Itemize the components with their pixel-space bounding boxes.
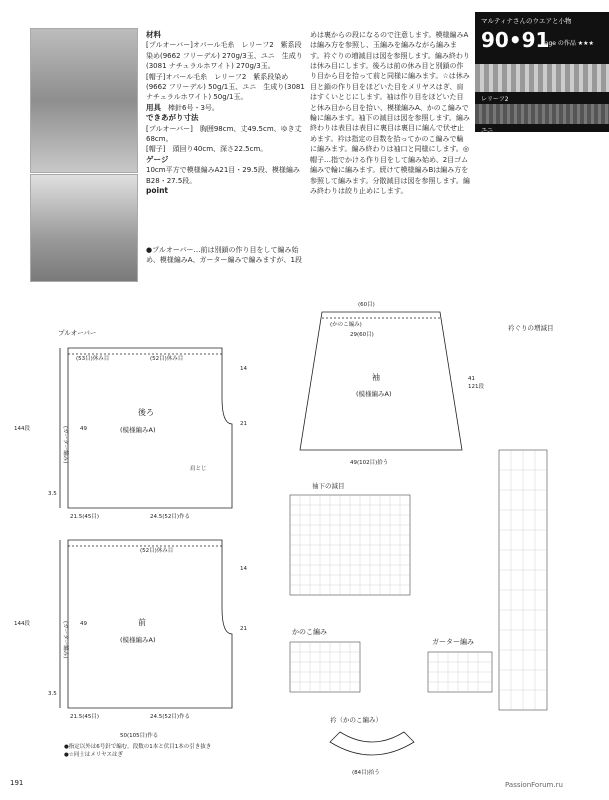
sleeve-dec-title: 袖下の減目 — [312, 482, 345, 490]
note-1: ●指定以外は6号針で編む。段数の1本と伏目1本の引き抜き — [64, 744, 212, 750]
site-watermark: PassionForum.ru — [505, 781, 563, 789]
collar-pickup: (84目)拾う — [352, 770, 380, 776]
neck-inc-title: 衿ぐりの増減目 — [508, 324, 554, 332]
gauge-text: 10cm平方で模様編みA21目・29.5段、模様編みB28・27.5段。 — [146, 166, 300, 185]
front-right-rest: (52目)休み目 — [140, 548, 174, 554]
size-pullover: [プルオーバー] 胸囲98cm、丈49.5cm、ゆき丈68cm。 — [146, 124, 302, 144]
front-armhole: 14 — [240, 566, 247, 572]
point-text-start — [146, 245, 306, 267]
front-rows: 144段 — [14, 621, 30, 627]
banner-title: マルティナさんのウエアと小物 — [481, 17, 572, 25]
page-number: 90•91 — [481, 28, 550, 52]
page-number-footer: 191 — [10, 779, 24, 787]
total-width: 50(105目)作る — [120, 733, 159, 739]
front-width-right: 24.5(52目)作る — [150, 714, 191, 720]
sleeve-length: 41 — [468, 376, 475, 382]
yarn-sample-uni — [475, 104, 609, 124]
back-hem: 3.5 — [48, 491, 57, 497]
note-2: ●☆同士はメリヤスはぎ — [64, 752, 124, 758]
back-left-rest: (53目)休み目 — [76, 356, 110, 362]
sleeve-outline — [300, 312, 462, 450]
back-garter: (ガーター編み) — [62, 426, 68, 464]
front-outline — [68, 540, 232, 708]
back-pattern: (模様編みA) — [120, 426, 156, 434]
materials-pullover: [プルオーバー]オパール毛糸 レリーフ2 紫系段染め(9662 フリーデル) 270g/3玉、ユニ 生成り(3081 ナチュラルホワイト) 270g/3玉。 — [146, 41, 303, 71]
sleeve-pattern: (模様編みA) — [356, 390, 392, 398]
front-side: 21 — [240, 626, 247, 632]
sleeve-title: 袖 — [372, 373, 380, 382]
size-heading: できあがり寸法 — [146, 113, 199, 123]
back-length: 49 — [80, 426, 87, 432]
back-side: 21 — [240, 421, 247, 427]
size-hat: [帽子] 頭回り40cm、深さ22.5cm。 — [146, 145, 268, 154]
collar-outline — [330, 732, 414, 755]
kanoko-title: かのこ編み — [292, 628, 327, 636]
front-title: 前 — [138, 618, 146, 627]
page-suffix: page の作品 ★★★ — [541, 40, 594, 47]
front-hem: 3.5 — [48, 691, 57, 697]
yarn-label-uni: ユニ — [481, 127, 494, 134]
shoulder-label: 肩とじ — [190, 466, 207, 472]
front-width-left: 21.5(45目) — [70, 714, 100, 720]
yarn-label-relief: レリーフ2 — [481, 96, 509, 103]
back-title: 後ろ — [138, 408, 154, 417]
kanoko-chart — [290, 642, 360, 692]
pullover-photo — [30, 28, 138, 173]
collar-title: 衿（かのこ編み） — [330, 716, 382, 724]
front-garter: (ガーター編み) — [62, 621, 68, 659]
point-text-continued — [310, 30, 470, 300]
hat-photo — [30, 174, 138, 282]
tools-text: 棒針6号・3号。 — [168, 103, 219, 112]
header-banner — [475, 12, 609, 132]
sleeve-bottom-width: 49(102目)拾う — [350, 460, 389, 466]
sleeve-top-stitches: (60目) — [358, 302, 375, 308]
front-length: 49 — [80, 621, 87, 627]
back-rows: 144段 — [14, 426, 30, 432]
pullover-title: プルオーバー — [58, 329, 97, 337]
materials-heading: 材料 — [146, 30, 161, 39]
gauge-heading: ゲージ — [146, 154, 169, 164]
knitting-diagrams — [0, 290, 609, 780]
garter-title: ガーター編み — [432, 638, 474, 646]
sleeve-kanoko: (かのこ編み) — [330, 322, 362, 328]
back-width-left: 21.5(45目) — [70, 514, 100, 520]
point-text-a: ●プルオーバー…前は別鎖の作り目をして編み始め、模様編みA、ガーター編みで編みますが、1段 — [146, 246, 302, 265]
sleeve-top-width: 29(60目) — [350, 332, 374, 338]
back-armhole: 14 — [240, 366, 247, 372]
sleeve-rows: 121段 — [468, 384, 484, 390]
materials-hat: [帽子]オパール毛糸 レリーフ2 紫系段染め(9662 フリーデル) 50g/1玉、ユニ 生成り(3081 ナチュラルホワイト) 50g/1玉。 — [146, 72, 305, 102]
point-heading: point — [146, 186, 169, 196]
point-text-b: めは裏からの段になるので注意します。模様編みAは編み方を参照し、玉編みを編みながら編みます。衿ぐりの増減目は図を参照します。編み終わりは休み目にします。後ろは前の休み目と別鎖の作り目から目を拾って前と同様に編みます。☆は休み目と鎖の作り目をほどいた目をメリヤスはぎ、肩はすくいとじにします。袖は作り目をほどいた目と休み目から目を拾い、模様編みA、かのこ編みで輪に編みます。袖下の減目は図を参照します。編み終わりは表目は表目に裏目は裏目に編んで伏せ止めます。衿は指定の目数を拾ってかのこ編みで輪に編みます。編み終わりは袖口と同様にします。◎帽子…指でかける作り目をして編み始め、2目ゴム編みで輪に編みます。続けて模様編みBは編み方を参照して編みます。分散減目は図を参照します。編み終わりは絞り止めにします。 — [310, 30, 470, 195]
notes — [64, 743, 211, 759]
yarn-sample-relief — [475, 64, 609, 92]
instructions-column-1 — [146, 30, 306, 197]
tools-heading: 用具 — [146, 102, 161, 112]
back-right-rest: (52目)休み目 — [150, 356, 184, 362]
front-pattern: (模様編みA) — [120, 636, 156, 644]
back-width-right: 24.5(52目)作る — [150, 514, 191, 520]
